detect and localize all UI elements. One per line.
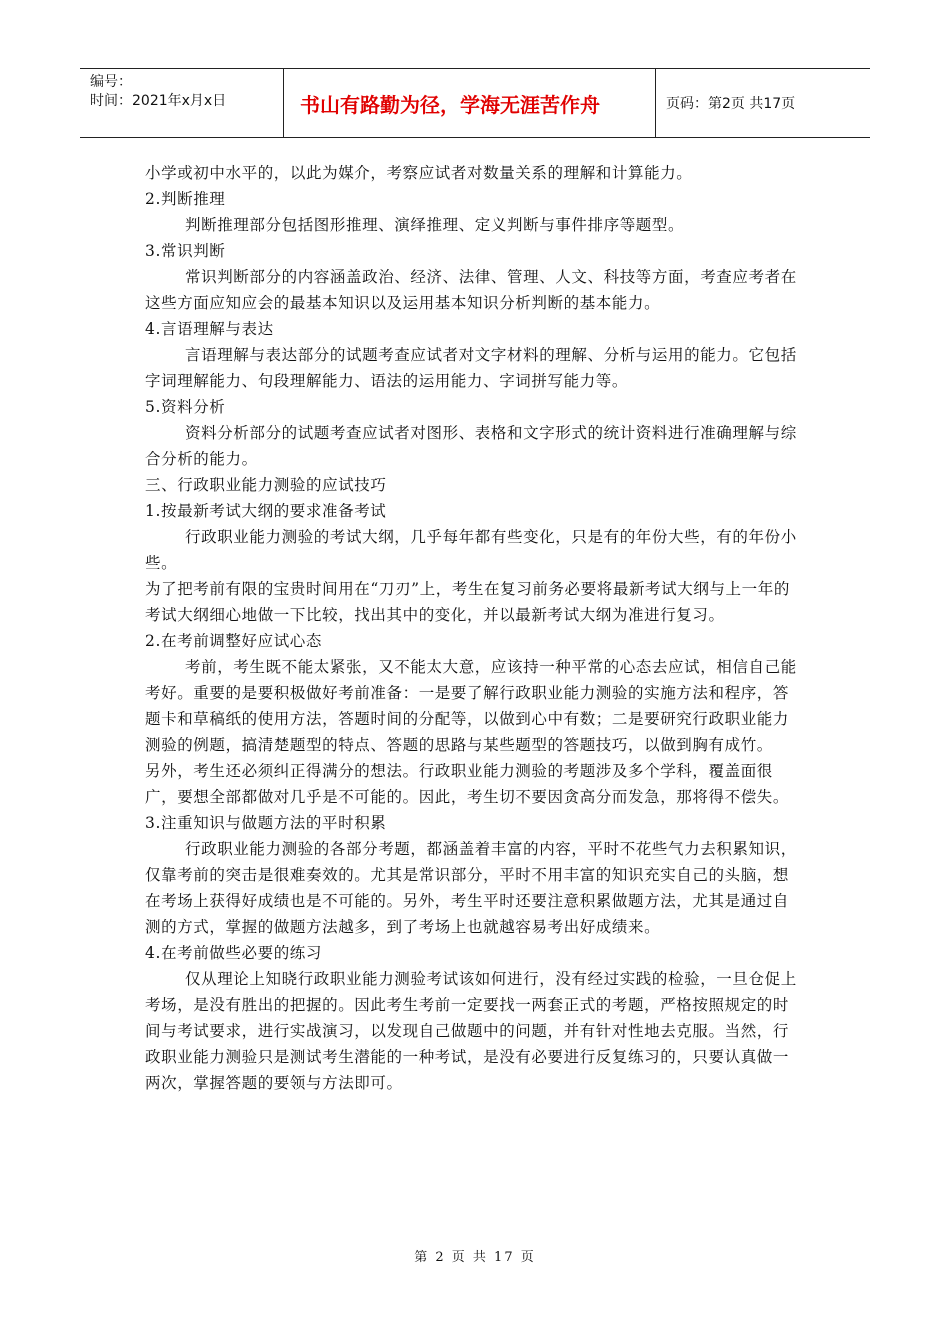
- page-footer: 第 2 页 共 17 页: [414, 1250, 536, 1265]
- section-line: 2.判断推理: [145, 190, 226, 208]
- section-line: 为了把考前有限的宝贵时间用在“刀刃”上，考生在复习前务必要将最新考试大纲与上一年的考试大纲细心地做一下比较，找出其中的变化，并以最新考试大纲为准进行复习。: [145, 580, 790, 624]
- body-paragraph: 行政职业能力测验的各部分考题，都涵盖着丰富的内容，平时不花些气力去积累知识，仅靠考前的突击是很难奏效的。尤其是常识部分，平时不用丰富的知识充实自己的头脑，想在考场上获得好成绩也是不可能的。另外，考生平时还要注意积累做题方法，尤其是通过自测的方式，掌握的做题方法越多，到了考场上也就越容易考出好成绩来。: [145, 840, 797, 936]
- section-line: 另外，考生还必须纠正得满分的想法。行政职业能力测验的考题涉及多个学科，覆盖面很广，要想全部都做对几乎是不可能的。因此，考生切不要因贪高分而发急，那将得不偿失。: [145, 762, 790, 806]
- document-number-label: 编号：: [90, 74, 132, 90]
- body-paragraph: 判断推理部分包括图形推理、演绎推理、定义判断与事件排序等题型。: [185, 216, 685, 234]
- body-paragraph: 仅从理论上知晓行政职业能力测验考试该如何进行，没有经过实践的检验，一旦仓促上考场，是没有胜出的把握的。因此考生考前一定要找一两套正式的考题，严格按照规定的时间与考试要求，进行实战演习，以发现自己做题中的问题，并有针对性地去克服。当然，行政职业能力测验只是测试考生潜能的一种考试，是没有必要进行反复练习的，只要认真做一两次，掌握答题的要领与方法即可。: [145, 970, 797, 1092]
- section-line: 3.常识判断: [145, 242, 226, 260]
- page-header: [80, 68, 870, 138]
- section-line: 2.在考前调整好应试心态: [145, 632, 322, 650]
- document-body: [145, 160, 805, 1096]
- section-line: 5.资料分析: [145, 398, 226, 416]
- header-page-info: 页码：第2页 共17页: [666, 96, 796, 112]
- section-line: 三、行政职业能力测验的应试技巧: [145, 476, 387, 494]
- section-line: 3.注重知识与做题方法的平时积累: [145, 814, 387, 832]
- section-line: 1.按最新考试大纲的要求准备考试: [145, 502, 387, 520]
- section-line: 4.言语理解与表达: [145, 320, 274, 338]
- body-paragraph: 言语理解与表达部分的试题考查应试者对文字材料的理解、分析与运用的能力。它包括字词理解能力、句段理解能力、语法的运用能力、字词拼写能力等。: [145, 346, 797, 390]
- body-paragraph: 资料分析部分的试题考查应试者对图形、表格和文字形式的统计资料进行准确理解与综合分析的能力。: [145, 424, 797, 468]
- body-paragraph: 常识判断部分的内容涵盖政治、经济、法律、管理、人文、科技等方面，考查应考者在这些方面应知应会的最基本知识以及运用基本知识分析判断的基本能力。: [145, 268, 797, 312]
- body-paragraph: 行政职业能力测验的考试大纲，几乎每年都有些变化，只是有的年份大些，有的年份小些。: [145, 528, 797, 572]
- header-meta: [80, 69, 284, 137]
- header-motto: 书山有路勤为径，学海无涯苦作舟: [284, 69, 656, 137]
- section-line: 4.在考前做些必要的练习: [145, 944, 322, 962]
- body-paragraph: 考前，考生既不能太紧张，又不能太大意，应该持一种平常的心态去应试，相信自己能考好。重要的是要积极做好考前准备：一是要了解行政职业能力测验的实施方法和程序，答题卡和草稿纸的使用方法，答题时间的分配等，以做到心中有数；二是要研究行政职业能力测验的例题，搞清楚题型的特点、答题的思路与某些题型的答题技巧，以做到胸有成竹。: [145, 658, 797, 754]
- document-time-label: 时间：2021年x月x日: [90, 93, 227, 109]
- section-line: 小学或初中水平的，以此为媒介，考察应试者对数量关系的理解和计算能力。: [145, 164, 693, 182]
